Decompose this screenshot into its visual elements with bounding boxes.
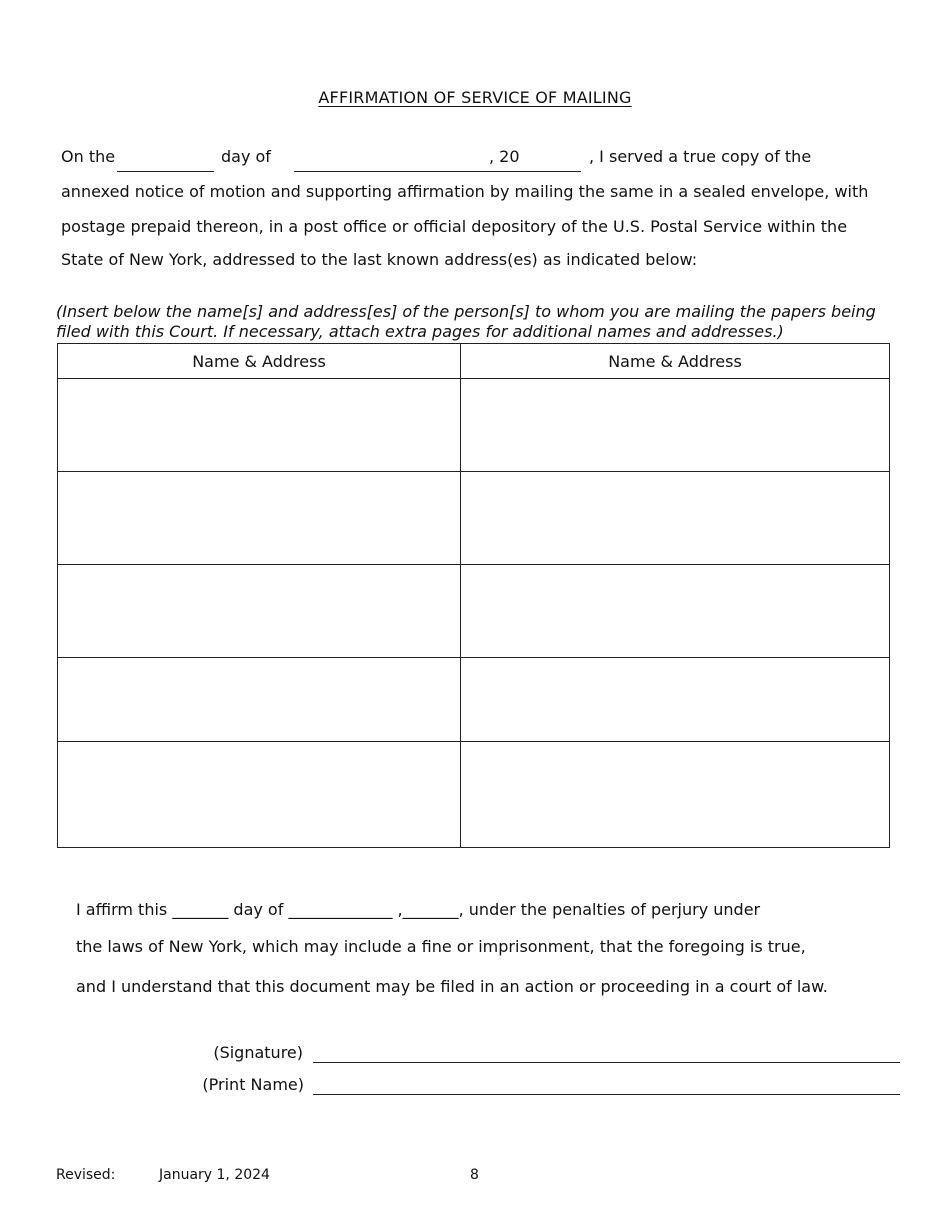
service-line-2: annexed notice of motion and supporting affirmation by mailing the same in a sealed envelope, with [61, 182, 869, 201]
signature-line[interactable] [313, 1062, 900, 1063]
name-address-table [57, 343, 890, 848]
affirmation-line-2: the laws of New York, which may include a fine or imprisonment, that the foregoing is true, [76, 937, 806, 956]
revised-date: January 1, 2024 [159, 1167, 270, 1183]
on-the-label: On the [61, 147, 116, 166]
page-number: 8 [470, 1167, 479, 1183]
instruction-line-1: (Insert below the name[s] and address[es] of the person[s] to whom you are mailing the papers being [56, 302, 876, 321]
day-blank[interactable] [117, 171, 214, 172]
name-address-cell[interactable] [58, 658, 461, 742]
name-address-cell[interactable] [58, 472, 461, 565]
name-address-cell[interactable] [58, 742, 461, 848]
service-line-3: postage prepaid thereon, in a post office or official depository of the U.S. Postal Service within the [61, 217, 848, 236]
table-row [58, 472, 890, 565]
table-header-row [58, 344, 890, 379]
print-name-line[interactable] [313, 1094, 900, 1095]
day-of-label: day of [221, 147, 271, 166]
print-name-label: (Print Name) [202, 1075, 304, 1094]
table-row [58, 379, 890, 472]
revised-label: Revised: [56, 1167, 116, 1183]
page-title: AFFIRMATION OF SERVICE OF MAILING [318, 88, 632, 107]
affirmation-line-3: and I understand that this document may be filed in an action or proceeding in a court of law. [76, 977, 828, 996]
name-address-cell[interactable] [461, 742, 890, 848]
service-line-4: State of New York, addressed to the last known address(es) as indicated below: [61, 250, 698, 269]
name-address-cell[interactable] [461, 565, 890, 658]
name-address-cell[interactable] [461, 472, 890, 565]
table-row [58, 565, 890, 658]
table-row [58, 658, 890, 742]
table-header-name-address: Name & Address [461, 344, 890, 379]
name-address-cell[interactable] [58, 565, 461, 658]
name-address-cell[interactable] [461, 379, 890, 472]
instruction-line-2: filed with this Court. If necessary, attach extra pages for additional names and addresses.) [56, 322, 784, 341]
name-address-cell[interactable] [58, 379, 461, 472]
signature-label: (Signature) [213, 1043, 303, 1062]
year-prefix: , 20 [489, 147, 520, 166]
name-address-cell[interactable] [461, 658, 890, 742]
table-row [58, 742, 890, 848]
affirmation-line-1: I affirm this _______ day of _____________ ,_______, under the penalties of perjury under [76, 900, 761, 919]
served-text: , I served a true copy of the [589, 147, 812, 166]
table-header-name-address: Name & Address [58, 344, 461, 379]
month-blank[interactable] [294, 171, 581, 172]
